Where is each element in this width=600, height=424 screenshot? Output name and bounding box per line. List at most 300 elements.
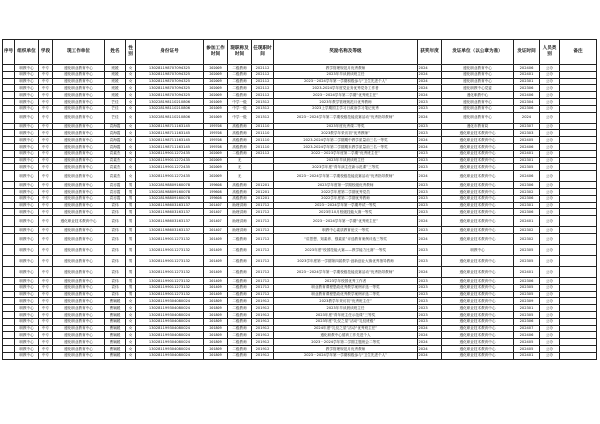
title-cell: 201912 bbox=[252, 339, 274, 346]
award-name-cell: 2023 bbox=[418, 164, 442, 171]
work-start-cell: 高级教师 bbox=[228, 130, 252, 137]
issuer-cell: 202306 bbox=[514, 105, 540, 112]
org-cell: 中专 bbox=[39, 85, 53, 92]
index-cell bbox=[3, 332, 15, 339]
issue-date-cell: 公办 bbox=[540, 188, 560, 195]
title-date-cell: 遵化职教中心德育工作先进个人 bbox=[274, 332, 418, 339]
award-name-cell: 2024 bbox=[418, 85, 442, 92]
name-cell: 男 bbox=[126, 266, 136, 277]
workplace-cell: 袁伟 bbox=[105, 291, 126, 298]
id-number-cell: 199608 bbox=[204, 188, 228, 195]
staff-type-cell bbox=[560, 325, 597, 332]
index-cell: 职教中心 bbox=[15, 112, 39, 123]
title-cell bbox=[252, 157, 274, 164]
work-start-cell: 助理讲师 bbox=[228, 227, 252, 234]
workplace-cell: 班媛 bbox=[105, 65, 126, 72]
staff-type-cell bbox=[560, 284, 597, 291]
award-year-cell: 遵化市教育局 bbox=[442, 123, 514, 130]
issuer-cell: 202301 bbox=[514, 78, 540, 85]
column-header: 组织单位 bbox=[15, 40, 39, 65]
staff-type-cell bbox=[560, 227, 597, 234]
org-cell: 中专 bbox=[39, 305, 53, 312]
award-name-cell: 2023 bbox=[418, 182, 442, 189]
workplace-cell: 袁素杰 bbox=[105, 171, 126, 182]
index-cell bbox=[3, 105, 15, 112]
title-cell: 201110 bbox=[252, 130, 274, 137]
id-number-cell: 199708 bbox=[204, 123, 228, 130]
title-cell: 202112 bbox=[252, 71, 274, 78]
issue-date-cell: 公办 bbox=[540, 150, 560, 157]
index-cell: 职教中心 bbox=[15, 92, 39, 99]
gender-cell: 130281198707094325 bbox=[136, 65, 204, 72]
name-cell: 男 bbox=[126, 202, 136, 209]
work-start-cell: 二级教师 bbox=[228, 150, 252, 157]
id-number-cell: 201407 bbox=[204, 202, 228, 209]
name-cell: 女 bbox=[126, 150, 136, 157]
column-header: 现职称及时间 bbox=[228, 40, 252, 65]
index-cell bbox=[3, 150, 15, 157]
index-cell: 职教中心 bbox=[15, 291, 39, 298]
index-cell: 职教中心 bbox=[15, 150, 39, 157]
title-date-cell: 2023教学年采访初“优秀教师” bbox=[274, 130, 418, 137]
title-cell: 202112 bbox=[252, 78, 274, 85]
table-row bbox=[3, 244, 597, 255]
stage-cell: 遵化职业教育中心 bbox=[53, 112, 105, 123]
org-cell: 中专 bbox=[39, 71, 53, 78]
award-year-cell: 遵化职业技术教育中心 bbox=[442, 311, 514, 318]
issuer-cell: 202306 bbox=[514, 318, 540, 325]
title-cell: 201712 bbox=[252, 233, 274, 244]
title-date-cell: 职业教育课程思政优秀教学案例评选二等奖 bbox=[274, 291, 418, 298]
staff-type-cell bbox=[560, 71, 597, 78]
issuer-cell: 202301 bbox=[514, 202, 540, 209]
workplace-cell: 袁伟 bbox=[105, 233, 126, 244]
title-date-cell: 2023年早读晨读班主任 bbox=[274, 71, 418, 78]
work-start-cell: 二级教师 bbox=[228, 318, 252, 325]
table-row bbox=[3, 284, 597, 291]
staff-type-cell bbox=[560, 202, 597, 209]
index-cell: 职教中心 bbox=[15, 65, 39, 72]
name-cell: 女 bbox=[126, 85, 136, 92]
issuer-cell: 202302 bbox=[514, 227, 540, 234]
title-cell: 201712 bbox=[252, 255, 274, 266]
id-number-cell: 201009 bbox=[204, 112, 228, 123]
award-name-cell: 2023 bbox=[418, 227, 442, 234]
award-year-cell: 遵化职教中心党委 bbox=[442, 85, 514, 92]
work-start-cell: 二级教师 bbox=[228, 325, 252, 332]
stage-cell: 遵化职业教育中心 bbox=[53, 130, 105, 137]
issuer-cell: 202301 bbox=[514, 157, 540, 164]
column-header: 参加工作时间 bbox=[204, 40, 228, 65]
issuer-cell: 202305 bbox=[514, 244, 540, 255]
award-year-cell: 遵化职业技术教育中心 bbox=[442, 305, 514, 312]
table-row bbox=[3, 188, 597, 195]
workplace-cell: 曹娴媛 bbox=[105, 332, 126, 339]
work-start-cell: 无 bbox=[228, 164, 252, 171]
title-date-cell: 2023上学期国主学习日政治学习笔记优秀 bbox=[274, 105, 418, 112]
column-header: 发证时间 bbox=[514, 40, 540, 65]
issuer-cell: 202304 bbox=[514, 98, 540, 105]
index-cell bbox=[3, 182, 15, 189]
gender-cell: 130281199304080024 bbox=[136, 298, 204, 305]
name-cell: 女 bbox=[126, 332, 136, 339]
gender-cell: 130228198809160078 bbox=[136, 182, 204, 189]
award-year-cell: 遵化职业技术教育中心 bbox=[442, 318, 514, 325]
title-date-cell: 2023年早读晨读班主任 bbox=[274, 305, 418, 312]
stage-cell: 遵化职业教育中心 bbox=[53, 332, 105, 339]
id-number-cell: 201809 bbox=[204, 311, 228, 318]
award-name-cell: 2024 bbox=[418, 345, 442, 352]
id-number-cell: 201409 bbox=[204, 266, 228, 277]
table-row bbox=[3, 305, 597, 312]
index-cell bbox=[3, 227, 15, 234]
award-name-cell: 2023 bbox=[418, 130, 442, 137]
index-cell bbox=[3, 291, 15, 298]
title-cell: 201512 bbox=[252, 105, 274, 112]
org-cell: 中专 bbox=[39, 92, 53, 99]
issuer-cell: 202306 bbox=[514, 277, 540, 284]
work-start-cell: 二级教师 bbox=[228, 244, 252, 255]
stage-cell: 遵化职业教育中心 bbox=[53, 164, 105, 171]
id-number-cell: 201809 bbox=[204, 332, 228, 339]
index-cell bbox=[3, 188, 15, 195]
award-year-cell: 遵化职业技术教育中心 bbox=[442, 284, 514, 291]
stage-cell: 遵化职业教育中心 bbox=[53, 277, 105, 284]
index-cell: 职教中心 bbox=[15, 311, 39, 318]
staff-type-cell bbox=[560, 195, 597, 202]
stage-cell: 遵化职业教育中心 bbox=[53, 85, 105, 92]
title-cell: 201201 bbox=[252, 195, 274, 202]
work-start-cell: 助理讲师 bbox=[228, 216, 252, 227]
stage-cell: 遵化职业教育中心 bbox=[53, 188, 105, 195]
name-cell: 女 bbox=[126, 112, 136, 123]
staff-type-cell bbox=[560, 332, 597, 339]
award-year-cell: 遵化职业技术教育中心 bbox=[442, 255, 514, 266]
workplace-cell: 袁海霞 bbox=[105, 137, 126, 144]
award-year-cell: 遵化职教中心 bbox=[442, 92, 514, 99]
stage-cell: 遵化职业教育中心 bbox=[53, 157, 105, 164]
stage-cell: 遵化职业教育中心 bbox=[53, 182, 105, 189]
work-start-cell: 无 bbox=[228, 157, 252, 164]
workplace-cell: 曹娴媛 bbox=[105, 325, 126, 332]
name-cell: 男 bbox=[126, 182, 136, 189]
award-name-cell: 2024 bbox=[418, 171, 442, 182]
issue-date-cell: 公办 bbox=[540, 318, 560, 325]
work-start-cell: 高级教师 bbox=[228, 143, 252, 150]
index-cell bbox=[3, 202, 15, 209]
issuer-cell: 202302 bbox=[514, 233, 540, 244]
issuer-cell: 202401 bbox=[514, 266, 540, 277]
index-cell: 职教中心 bbox=[15, 164, 39, 171]
title-date-cell: 职教中心素质教育论文一等奖 bbox=[274, 227, 418, 234]
org-cell: 中专 bbox=[39, 164, 53, 171]
issuer-cell: 202406 bbox=[514, 143, 540, 150]
work-start-cell: 高级教师 bbox=[228, 182, 252, 189]
workplace-cell: 袁亦霞 bbox=[105, 188, 126, 195]
table-row bbox=[3, 227, 597, 234]
id-number-cell: 201407 bbox=[204, 227, 228, 234]
index-cell bbox=[3, 92, 15, 99]
name-cell: 女 bbox=[126, 65, 136, 72]
issuer-cell: 202407 bbox=[514, 325, 540, 332]
workplace-cell: 袁海霞 bbox=[105, 130, 126, 137]
name-cell: 女 bbox=[126, 164, 136, 171]
name-cell: 男 bbox=[126, 209, 136, 216]
staff-type-cell bbox=[560, 277, 597, 284]
table-row bbox=[3, 291, 597, 298]
work-start-cell: 二级教师 bbox=[228, 266, 252, 277]
work-start-cell: 中学一级 bbox=[228, 98, 252, 105]
index-cell: 职教中心 bbox=[15, 195, 39, 202]
award-name-cell: 2024 bbox=[418, 137, 442, 144]
staff-type-cell bbox=[560, 164, 597, 171]
org-cell: 中专 bbox=[39, 105, 53, 112]
index-cell: 职教中心 bbox=[15, 143, 39, 150]
title-date-cell: 2023－2024学年第二学期“优秀班主任” bbox=[274, 92, 418, 99]
award-year-cell: 遵化职业教育中心 bbox=[442, 98, 514, 105]
staff-type-cell bbox=[560, 318, 597, 325]
table-row bbox=[3, 311, 597, 318]
workplace-cell: 曹娴媛 bbox=[105, 305, 126, 312]
gender-cell: 130281198707094325 bbox=[136, 92, 204, 99]
table-row bbox=[3, 298, 597, 305]
issue-date-cell: 公办 bbox=[540, 157, 560, 164]
stage-cell: 遵化职业教育中心 bbox=[53, 244, 105, 255]
gender-cell: 130281199304080024 bbox=[136, 339, 204, 346]
staff-type-cell bbox=[560, 85, 597, 92]
table-row bbox=[3, 332, 597, 339]
index-cell: 职教中心 bbox=[15, 209, 39, 216]
index-cell: 职教中心 bbox=[15, 85, 39, 92]
award-name-cell: 2024 bbox=[418, 71, 442, 78]
staff-type-cell bbox=[560, 291, 597, 298]
award-name-cell: 2024 bbox=[418, 216, 442, 227]
stage-cell: 遵化职业教育中心 bbox=[53, 227, 105, 234]
stage-cell: 遵化职业技术教育中心 bbox=[53, 216, 105, 227]
award-year-cell: 遵化职业技术教育中心 bbox=[442, 157, 514, 164]
award-year-cell: 遵化职业技术教育中心 bbox=[442, 182, 514, 189]
gender-cell: 130281198603163137 bbox=[136, 202, 204, 209]
staff-type-cell bbox=[560, 150, 597, 157]
index-cell: 职教中心 bbox=[15, 98, 39, 105]
staff-type-cell bbox=[560, 182, 597, 189]
id-number-cell: 201409 bbox=[204, 244, 228, 255]
work-start-cell: 高级教师 bbox=[228, 137, 252, 144]
staff-type-cell bbox=[560, 65, 597, 72]
title-date-cell: 2023－2024学年第一学期“优秀班主任” bbox=[274, 216, 418, 227]
workplace-cell: 曹娴媛 bbox=[105, 311, 126, 318]
award-name-cell: 2023 bbox=[418, 255, 442, 266]
award-name-cell: 2023 bbox=[418, 123, 442, 130]
stage-cell: 遵化职业教育中心 bbox=[53, 318, 105, 325]
staff-type-cell bbox=[560, 305, 597, 312]
work-start-cell: 二级教师 bbox=[228, 78, 252, 85]
org-cell: 中专 bbox=[39, 244, 53, 255]
issue-date-cell: 公办 bbox=[540, 78, 560, 85]
column-header: 备注 bbox=[560, 40, 597, 65]
org-cell: 中专 bbox=[39, 266, 53, 277]
staff-type-cell bbox=[560, 233, 597, 244]
issuer-cell: 202305 bbox=[514, 284, 540, 291]
title-date-cell: 2023－2024学年第一学期校级技能竞赛活动“优秀指导教师” bbox=[274, 266, 418, 277]
index-cell: 职教中心 bbox=[15, 305, 39, 312]
id-number-cell: 201409 bbox=[204, 255, 228, 266]
title-cell: 201512 bbox=[252, 112, 274, 123]
title-date-cell: 2023学年度第一学期校级优秀教师 bbox=[274, 182, 418, 189]
issuer-cell: 202306 bbox=[514, 182, 540, 189]
award-name-cell: 2024 bbox=[418, 112, 442, 123]
id-number-cell: 201009 bbox=[204, 105, 228, 112]
org-cell: 中专 bbox=[39, 284, 53, 291]
workplace-cell: 袁伟 bbox=[105, 277, 126, 284]
award-year-cell: 遵化职业技术教育中心 bbox=[442, 171, 514, 182]
title-date-cell: 2022学年度第二学期优秀教师 bbox=[274, 195, 418, 202]
issue-date-cell: 公办 bbox=[540, 209, 560, 216]
gender-cell: 130281199011273132 bbox=[136, 284, 204, 291]
index-cell: 职教中心 bbox=[15, 157, 39, 164]
name-cell: 男 bbox=[126, 216, 136, 227]
award-name-cell: 2024 bbox=[418, 143, 442, 150]
stage-cell: 遵化职业教育中心 bbox=[53, 266, 105, 277]
stage-cell: 遵化职业教育中心 bbox=[53, 92, 105, 99]
award-year-cell: 遵化职业技术教育中心 bbox=[442, 298, 514, 305]
title-cell: 201712 bbox=[252, 291, 274, 298]
workplace-cell: 曹娴媛 bbox=[105, 318, 126, 325]
id-number-cell: 201009 bbox=[204, 98, 228, 105]
title-date-cell: 2023-2024学年度党业务优秀党务工作者 bbox=[274, 85, 418, 92]
org-cell: 中专 bbox=[39, 65, 53, 72]
title-cell: 201912 bbox=[252, 325, 274, 332]
index-cell: 职教中心 bbox=[15, 244, 39, 255]
award-year-cell: 遵化职业技术教育中心 bbox=[442, 209, 514, 216]
index-cell: 职教中心 bbox=[15, 202, 39, 209]
award-name-cell: 2024 bbox=[418, 78, 442, 85]
award-year-cell: 遵化职业技术教育中心 bbox=[442, 202, 514, 209]
award-name-cell: 2023 bbox=[418, 305, 442, 312]
title-cell: 201712 bbox=[252, 277, 274, 284]
work-start-cell: 高级教师 bbox=[228, 188, 252, 195]
workplace-cell: 袁伟 bbox=[105, 209, 126, 216]
award-name-cell: 2023 bbox=[418, 98, 442, 105]
staff-type-cell bbox=[560, 209, 597, 216]
org-cell: 中专 bbox=[39, 137, 53, 144]
issuer-cell: 202301 bbox=[514, 305, 540, 312]
gender-cell: 130281199011273132 bbox=[136, 244, 204, 255]
gender-cell: 130281199011272435 bbox=[136, 150, 204, 157]
org-cell: 中专 bbox=[39, 227, 53, 234]
staff-type-cell bbox=[560, 123, 597, 130]
gender-cell: 130281198711163145 bbox=[136, 123, 204, 130]
index-cell bbox=[3, 244, 15, 255]
title-cell: 202112 bbox=[252, 92, 274, 99]
table-row bbox=[3, 171, 597, 182]
workplace-cell: 袁海霞 bbox=[105, 123, 126, 130]
award-name-cell: 2023 bbox=[418, 195, 442, 202]
issuer-cell: 202401 bbox=[514, 150, 540, 157]
title-cell: 201912 bbox=[252, 332, 274, 339]
stage-cell: 遵化职业教育中心 bbox=[53, 105, 105, 112]
work-start-cell: 二级教师 bbox=[228, 298, 252, 305]
stage-cell: 遵化职业教育中心 bbox=[53, 298, 105, 305]
column-header: 身份证号 bbox=[136, 40, 204, 65]
issue-date-cell: 公办 bbox=[540, 216, 560, 227]
index-cell bbox=[3, 98, 15, 105]
index-cell bbox=[3, 65, 15, 72]
issuer-cell: 2024 bbox=[514, 112, 540, 123]
index-cell bbox=[3, 284, 15, 291]
gender-cell: 130281199011273132 bbox=[136, 291, 204, 298]
gender-cell: 130228198110210806 bbox=[136, 112, 204, 123]
workplace-cell: 袁亦霞 bbox=[105, 195, 126, 202]
index-cell: 职教中心 bbox=[15, 332, 39, 339]
issue-date-cell: 公办 bbox=[540, 305, 560, 312]
gender-cell: 130228198809160078 bbox=[136, 195, 204, 202]
staff-type-cell bbox=[560, 105, 597, 112]
work-start-cell: 二级教师 bbox=[228, 311, 252, 318]
table-row bbox=[3, 164, 597, 171]
title-date-cell: 2023－2024学年第一学期积极参与“卫生先进个人” bbox=[274, 352, 418, 359]
index-cell: 职教中心 bbox=[15, 325, 39, 332]
name-cell: 女 bbox=[126, 311, 136, 318]
gender-cell: 130281199011272435 bbox=[136, 164, 204, 171]
stage-cell: 遵化职业教育中心 bbox=[53, 209, 105, 216]
title-cell: 201912 bbox=[252, 352, 274, 359]
org-cell: 中专 bbox=[39, 112, 53, 123]
name-cell: 女 bbox=[126, 352, 136, 359]
award-name-cell: 2024 bbox=[418, 233, 442, 244]
gender-cell: 130281199011273132 bbox=[136, 233, 204, 244]
award-table bbox=[2, 39, 597, 360]
award-name-cell: 2024 bbox=[418, 65, 442, 72]
title-date-cell: 2024年度“礼仪之星”活动“优秀班主任” bbox=[274, 325, 418, 332]
work-start-cell: 助理讲师 bbox=[228, 202, 252, 209]
id-number-cell: 202009 bbox=[204, 92, 228, 99]
award-year-cell: 遵化职业技术教育中心 bbox=[442, 352, 514, 359]
index-cell bbox=[3, 233, 15, 244]
index-cell: 职教中心 bbox=[15, 123, 39, 130]
table-row bbox=[3, 123, 597, 130]
issuer-cell: 202305 bbox=[514, 291, 540, 298]
name-cell: 女 bbox=[126, 143, 136, 150]
org-cell: 中专 bbox=[39, 318, 53, 325]
title-cell: 201912 bbox=[252, 311, 274, 318]
org-cell: 中专 bbox=[39, 182, 53, 189]
issuer-cell: 202405 bbox=[514, 345, 540, 352]
issue-date-cell: 公办 bbox=[540, 244, 560, 255]
id-number-cell: 201809 bbox=[204, 339, 228, 346]
index-cell bbox=[3, 195, 15, 202]
name-cell: 女 bbox=[126, 123, 136, 130]
org-cell: 中专 bbox=[39, 188, 53, 195]
workplace-cell: 袁伟 bbox=[105, 202, 126, 209]
index-cell: 职教中心 bbox=[15, 78, 39, 85]
stage-cell: 遵化职业教育中心 bbox=[53, 71, 105, 78]
work-start-cell: 二级教师 bbox=[228, 332, 252, 339]
issue-date-cell: 公办 bbox=[540, 171, 560, 182]
issuer-cell: 202302 bbox=[514, 188, 540, 195]
award-name-cell: 2023 bbox=[418, 202, 442, 209]
id-number-cell: 201809 bbox=[204, 352, 228, 359]
work-start-cell: 高级教师 bbox=[228, 195, 252, 202]
index-cell bbox=[3, 339, 15, 346]
issue-date-cell: 公办 bbox=[540, 255, 560, 266]
name-cell: 女 bbox=[126, 92, 136, 99]
workplace-cell: 袁素杰 bbox=[105, 150, 126, 157]
work-start-cell: 助理讲师 bbox=[228, 209, 252, 216]
staff-type-cell bbox=[560, 78, 597, 85]
name-cell: 女 bbox=[126, 105, 136, 112]
workplace-cell: 袁伟 bbox=[105, 216, 126, 227]
